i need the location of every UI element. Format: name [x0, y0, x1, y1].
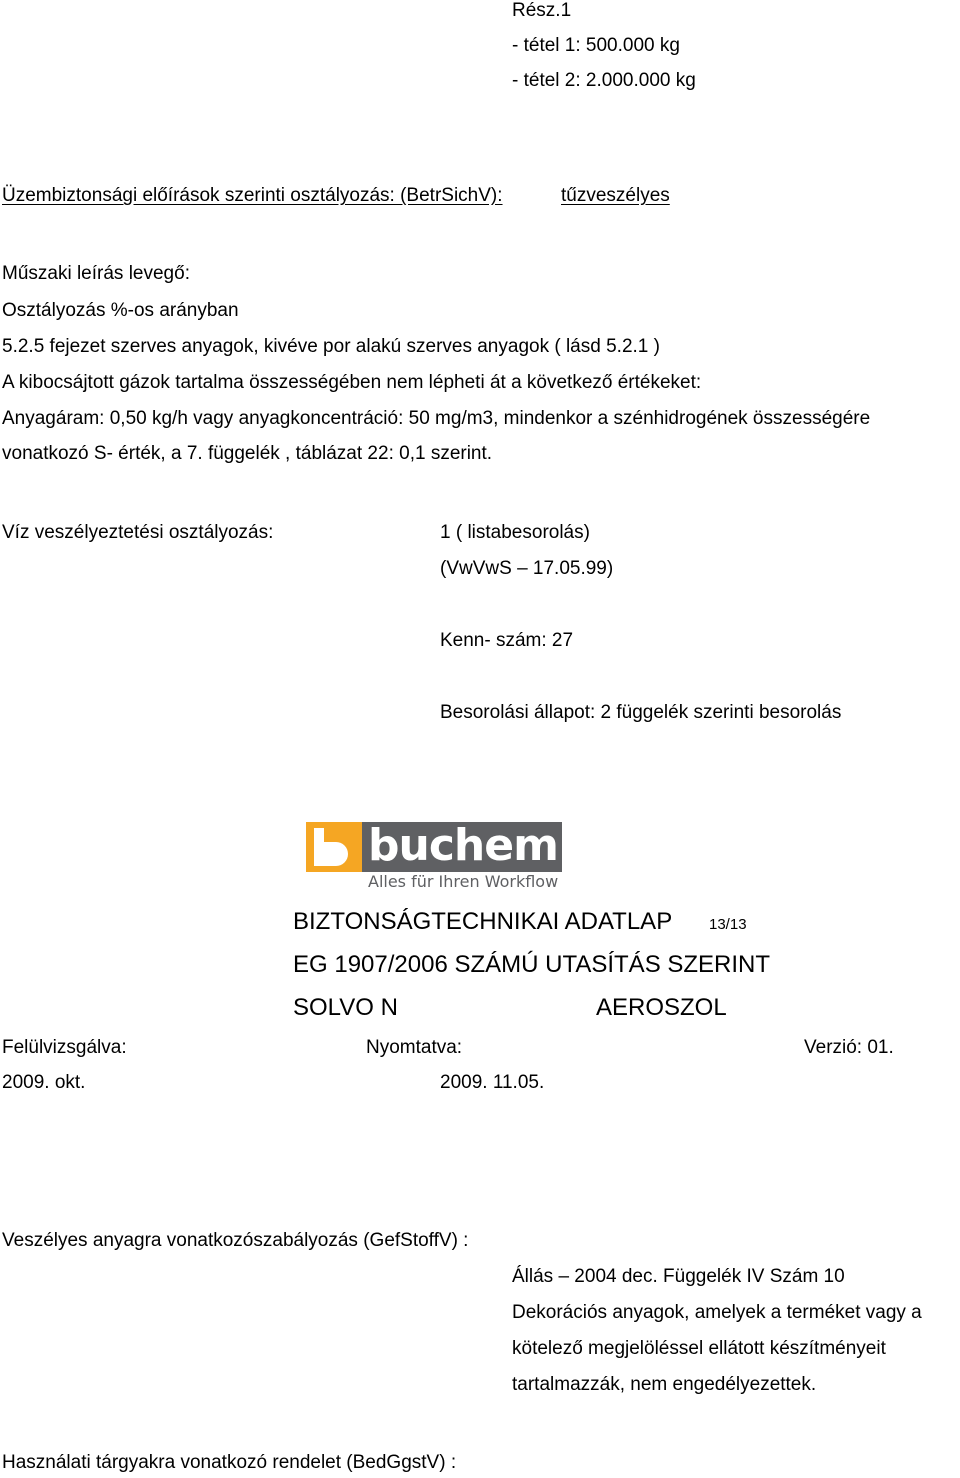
product-name: SOLVO N: [293, 994, 398, 1021]
water-value-2: (VwVwS – 17.05.99): [440, 558, 614, 579]
air-section: 5.2.5 fejezet szerves anyagok, kivéve por alakú szerves anyagok ( lásd 5.2.1 ): [2, 336, 660, 357]
logo-tagline: Alles für Ihren Workflow: [368, 872, 559, 891]
water-value-1: 1 ( listabesorolás): [440, 522, 590, 543]
gefstoffv-label: Veszélyes anyagra vonatkozószabályozás (GefStoffV) :: [2, 1230, 469, 1251]
logo-wordmark: buchem: [368, 822, 558, 871]
classification-status: Besorolási állapot: 2 függelék szerinti besorolás: [440, 702, 842, 723]
version: Verzió: 01.: [804, 1037, 894, 1058]
gefstoffv-line-3: kötelező megjelöléssel ellátott készítményeit: [512, 1338, 886, 1359]
gefstoffv-line-1: Állás – 2004 dec. Függelék IV Szám 10: [512, 1266, 845, 1287]
printed-date: 2009. 11.05.: [440, 1072, 545, 1093]
air-heading: Műszaki leírás levegő:: [2, 263, 190, 284]
item-1: - tétel 1: 500.000 kg: [512, 35, 680, 56]
air-line-2: Anyagáram: 0,50 kg/h vagy anyagkoncentráció: 50 mg/m3, mindenkor a szénhidrogének összességére: [2, 408, 871, 429]
water-label: Víz veszélyeztetési osztályozás:: [2, 522, 274, 543]
reviewed-label: Felülvizsgálva:: [2, 1037, 127, 1058]
betrsichv-value: tűzveszélyes: [561, 185, 670, 206]
air-line-3: vonatkozó S- érték, a 7. függelék , táblázat 22: 0,1 szerint.: [2, 443, 493, 464]
bedggstv-label: Használati tárgyakra vonatkozó rendelet (BedGgstV) :: [2, 1452, 457, 1473]
buchem-logo: [306, 822, 562, 892]
air-line-1: A kibocsájtott gázok tartalma összességében nem lépheti át a következő értékeket:: [2, 372, 702, 393]
air-class: Osztályozás %-os arányban: [2, 300, 239, 321]
page-number: 13/13: [709, 916, 747, 933]
regulation: EG 1907/2006 SZÁMÚ UTASÍTÁS SZERINT: [293, 951, 771, 978]
printed-label: Nyomtatva:: [366, 1037, 463, 1058]
part-label: Rész.1: [512, 0, 572, 21]
gefstoffv-line-2: Dekorációs anyagok, amelyek a terméket vagy a: [512, 1302, 922, 1323]
gefstoffv-line-4: tartalmazzák, nem engedélyezettek.: [512, 1374, 817, 1395]
logo-mark-icon: [306, 822, 362, 872]
product-type: AEROSZOL: [596, 994, 727, 1021]
betrsichv-label: Üzembiztonsági előírások szerinti osztályozás: (BetrSichV):: [2, 185, 503, 206]
item-2: - tétel 2: 2.000.000 kg: [512, 70, 696, 91]
kenn-number: Kenn- szám: 27: [440, 630, 574, 651]
document-title: BIZTONSÁGTECHNIKAI ADATLAP: [293, 908, 673, 935]
reviewed-date: 2009. okt.: [2, 1072, 86, 1093]
